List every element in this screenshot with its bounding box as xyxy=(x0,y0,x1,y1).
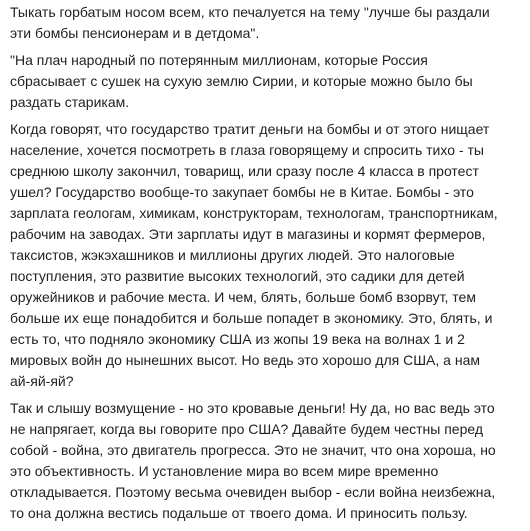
text-line: Тыкать горбатым носом всем, кто печалуется на тему "лучше бы раздали xyxy=(10,4,490,20)
text-line: то она должна вестись подальше от твоего дома. И приносить пользу. xyxy=(10,505,468,521)
text-line: раздать старикам. xyxy=(10,94,130,110)
paragraph-3 xyxy=(10,119,520,392)
text-line: эти бомбы пенсионерам и в детдома". xyxy=(10,25,260,41)
text-line: мировых войн до нынешних высот. Но ведь это хорошо для США, а нам xyxy=(10,352,480,368)
text-line: собой - война, это двигатель прогресса. Это не значит, что она хороша, но xyxy=(10,442,496,458)
text-line: "На плач народный по потерянным миллионам, которые Россия xyxy=(10,52,428,68)
paragraph-1 xyxy=(10,2,520,44)
text-line: это объективность. И установление мира во всем мире временно xyxy=(10,463,439,479)
text-line: поступления, это развитие высоких технологий, это садики для детей xyxy=(10,268,465,284)
text-line: Так и слышу возмущение - но это кровавые деньги! Ну да, но вас ведь это xyxy=(10,400,495,416)
text-line: сбрасывает с сушек на сухую землю Сирии, и которые можно было бы xyxy=(10,73,473,89)
paragraph-2 xyxy=(10,50,520,113)
text-line: население, хочется посмотреть в глаза говорящему и спросить тихо - ты xyxy=(10,142,484,158)
text-line: не напрягает, когда вы говорите про США? Давайте будем честны перед xyxy=(10,421,484,437)
text-line: таксистов, жэкэхашников и миллионы других людей. Это налоговые xyxy=(10,247,455,263)
text-line: ай-яй-яй? xyxy=(10,373,74,389)
text-line: откладывается. Поэтому весьма очевиден выбор - если война неизбежна, xyxy=(10,484,496,500)
text-line: Когда говорят, что государство тратит деньги на бомбы и от этого нищает xyxy=(10,121,490,137)
paragraph-4 xyxy=(10,398,520,524)
text-line: есть то, что подняло экономику США из жопы 19 века на волнах 1 и 2 xyxy=(10,331,465,347)
text-line: среднюю школу закончил, товарищ, или сразу после 4 класса в протест xyxy=(10,163,479,179)
text-line: рабочим на заводах. Эти зарплаты идут в магазины и кормят фермеров, xyxy=(10,226,486,242)
text-line: ушел? Государство вообще-то закупает бомбы не в Китае. Бомбы - это xyxy=(10,184,474,200)
text-line: оружейников и рабочие места. И чем, блять, больше бомб взорвут, тем xyxy=(10,289,476,305)
text-line: больше их еще понадобится и больше попадет в экономику. Это, блять, и xyxy=(10,310,493,326)
text-line: зарплата геологам, химикам, конструкторам, технологам, транспортникам, xyxy=(10,205,498,221)
